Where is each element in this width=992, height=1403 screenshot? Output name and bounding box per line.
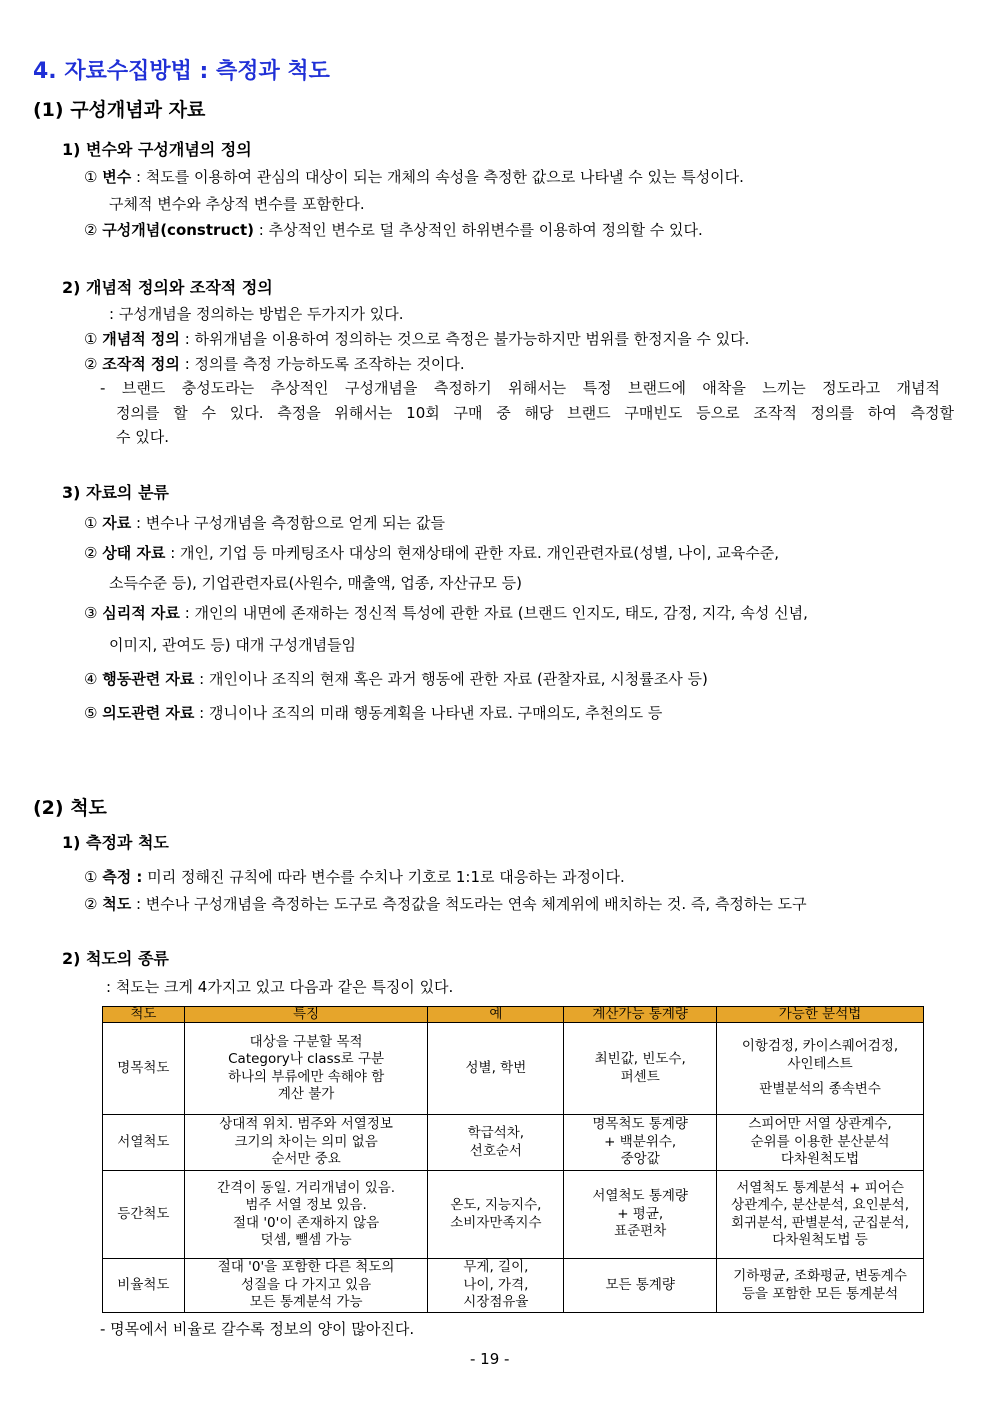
intro-text: : 구성개념을 정의하는 방법은 두가지가 있다. bbox=[109, 305, 404, 323]
cell-line: 덧셈, 뺄셈 가능 bbox=[260, 1232, 352, 1248]
item-number: ② bbox=[84, 355, 98, 373]
cell-line: 나이, 가격, bbox=[463, 1276, 529, 1293]
analysis-cell bbox=[717, 1023, 924, 1115]
cell-line: 무게, 길이, bbox=[463, 1259, 529, 1276]
cell-line: 기하평균, 조화평균, 변동계수 bbox=[733, 1268, 907, 1284]
column-header: 계산가능 통계량 bbox=[564, 1007, 717, 1023]
section-heading-1: (1) 구성개념과 자료 bbox=[33, 99, 206, 121]
item-term: 행동관련 자료 bbox=[102, 670, 195, 688]
item-term: 구성개념(construct) bbox=[102, 221, 255, 239]
cell-line: 성별, 학번 bbox=[465, 1059, 527, 1076]
item-text: : 정의를 측정 가능하도록 조작하는 것이다. bbox=[179, 355, 465, 373]
subsection-heading-2-1: 1) 측정과 척도 bbox=[62, 833, 169, 852]
item-term: 심리적 자료 bbox=[102, 604, 180, 622]
cell-line: 회귀분석, 판별분석, 군집분석, bbox=[731, 1214, 910, 1231]
analysis-cell bbox=[717, 1115, 924, 1171]
item-term: 척도 bbox=[102, 895, 132, 913]
scale-name: 서열척도 bbox=[103, 1115, 185, 1171]
column-header: 예 bbox=[428, 1007, 564, 1023]
list-item bbox=[84, 353, 465, 374]
table-row bbox=[103, 1259, 924, 1313]
example-cell bbox=[428, 1023, 564, 1115]
feature-cell bbox=[184, 1023, 428, 1115]
list-item bbox=[84, 512, 445, 533]
item-text: : 변수나 구성개념을 측정하는 도구로 측정값을 척도라는 연속 체계위에 배치하는 것. 즉, 측정하는 도구 bbox=[131, 895, 807, 913]
item-number: ② bbox=[84, 895, 98, 913]
cell-line: Category나 class로 구분 bbox=[228, 1051, 385, 1067]
cell-line: 절대 '0'을 포함한 다른 척도의 bbox=[217, 1259, 395, 1276]
analysis-cell bbox=[717, 1259, 924, 1313]
item-term: 자료 bbox=[102, 514, 132, 532]
item-number: ③ bbox=[84, 604, 98, 622]
cell-line: 계산 불가 bbox=[277, 1086, 335, 1102]
cell-line: 중앙값 bbox=[620, 1151, 660, 1168]
scale-name: 명목척도 bbox=[103, 1023, 185, 1115]
cell-line: 서열척도 통계분석 + 피어슨 bbox=[736, 1179, 904, 1196]
list-item bbox=[84, 219, 703, 240]
list-item bbox=[84, 702, 662, 723]
list-item bbox=[84, 602, 808, 623]
scale-name: 등간척도 bbox=[103, 1171, 185, 1259]
note-line: 정의를 할 수 있다. 측정을 위해서는 10회 구매 중 해당 브랜드 구매빈도 등으로 조작적 정의를 하여 측정할 bbox=[116, 404, 954, 422]
example-cell bbox=[428, 1115, 564, 1171]
item-term: 상태 자료 bbox=[102, 544, 166, 562]
intro-text: : 척도는 크게 4가지고 있고 다음과 같은 특징이 있다. bbox=[106, 978, 454, 996]
section-heading-2: (2) 척도 bbox=[33, 797, 107, 819]
item-number: ① bbox=[84, 168, 98, 186]
cell-line: 상대적 위치. 범주와 서열정보 bbox=[219, 1116, 393, 1133]
table-row bbox=[103, 1171, 924, 1259]
cell-line: 소비자만족지수 bbox=[450, 1214, 542, 1231]
subsection-heading-1-3: 3) 자료의 분류 bbox=[62, 483, 169, 502]
feature-cell bbox=[184, 1171, 428, 1259]
scale-name: 비율척도 bbox=[103, 1259, 185, 1313]
cell-line: 학급석차, bbox=[467, 1125, 525, 1141]
scale-table bbox=[102, 1006, 924, 1313]
cell-line: 온도, 지능지수, bbox=[450, 1197, 542, 1213]
subsection-heading-1-2: 2) 개념적 정의와 조작적 정의 bbox=[62, 278, 273, 297]
item-text: 미리 정해진 규칙에 따라 변수를 수치나 기호로 1:1로 대응하는 과정이다. bbox=[142, 868, 625, 886]
statistic-cell bbox=[564, 1023, 717, 1115]
item-number: ② bbox=[84, 221, 98, 239]
list-item bbox=[84, 328, 749, 349]
item-number: ④ bbox=[84, 670, 98, 688]
statistic-cell bbox=[564, 1171, 717, 1259]
cell-line: + 평균, bbox=[617, 1205, 664, 1222]
statistic-cell bbox=[564, 1115, 717, 1171]
item-term: 의도관련 자료 bbox=[102, 704, 195, 722]
cell-line: 판별분석의 종속변수 bbox=[759, 1081, 881, 1098]
cell-line: 범주 서열 정보 있음. bbox=[245, 1197, 367, 1213]
footnote: - 명목에서 비율로 갈수록 정보의 양이 많아진다. bbox=[100, 1320, 415, 1338]
table-header-row bbox=[103, 1007, 924, 1023]
cell-line: 퍼센트 bbox=[620, 1068, 660, 1085]
item-text: : 변수나 구성개념을 측정함으로 얻게 되는 값들 bbox=[131, 514, 445, 532]
item-text: : 척도를 이용하여 관심의 대상이 되는 개체의 속성을 측정한 값으로 나타낼 수 있는 특성이다. bbox=[131, 168, 744, 186]
cell-line: + 백분위수, bbox=[604, 1133, 677, 1150]
column-header: 특징 bbox=[184, 1007, 428, 1023]
item-term: 조작적 정의 bbox=[102, 355, 180, 373]
cell-line: 절대 '0'이 존재하지 않음 bbox=[232, 1214, 380, 1231]
cell-line: 선호순서 bbox=[469, 1142, 522, 1159]
table-row bbox=[103, 1023, 924, 1115]
cell-line: 이항검정, 카이스퀘어검정, bbox=[741, 1038, 899, 1055]
item-number: ① bbox=[84, 514, 98, 532]
table-row bbox=[103, 1115, 924, 1171]
list-item bbox=[84, 542, 779, 563]
item-term: 측정 : bbox=[102, 868, 143, 886]
cell-line: 순서만 중요 bbox=[271, 1151, 341, 1168]
list-item bbox=[84, 166, 744, 187]
note-line: - 브랜드 충성도라는 추상적인 구성개념을 측정하기 위해서는 특정 브랜드에 애착을 느끼는 정도라고 개념적 bbox=[100, 379, 940, 397]
cell-line: 상관계수, 분산분석, 요인분석, bbox=[731, 1197, 910, 1213]
item-continuation: 소득수준 등), 기업관련자료(사원수, 매출액, 업종, 자산규모 등) bbox=[109, 574, 522, 592]
cell-line: 명목척도 통계량 bbox=[592, 1116, 688, 1133]
item-text: : 추상적인 변수로 덜 추상적인 하위변수를 이용하여 정의할 수 있다. bbox=[254, 221, 703, 239]
list-item bbox=[84, 893, 807, 914]
cell-line: 다차원척도법 등 bbox=[772, 1232, 868, 1248]
cell-line: 크기의 차이는 의미 없음 bbox=[234, 1133, 378, 1150]
item-text: : 갱니이나 조직의 미래 행동계획을 나타낸 자료. 구매의도, 추천의도 등 bbox=[194, 704, 663, 722]
cell-line: 성질을 다 가지고 있음 bbox=[240, 1276, 372, 1293]
page-number: - 19 - bbox=[470, 1350, 510, 1368]
cell-line: 대상을 구분할 목적 bbox=[249, 1033, 363, 1050]
item-number: ① bbox=[84, 868, 98, 886]
item-number: ⑤ bbox=[84, 704, 98, 722]
item-continuation: 구체적 변수와 추상적 변수를 포함한다. bbox=[109, 195, 365, 213]
analysis-cell bbox=[717, 1171, 924, 1259]
cell-line: 모든 통계분석 가능 bbox=[249, 1294, 363, 1311]
cell-line: 사인테스트 bbox=[787, 1055, 853, 1072]
feature-cell bbox=[184, 1115, 428, 1171]
item-number: ① bbox=[84, 330, 98, 348]
subsection-heading-1-1: 1) 변수와 구성개념의 정의 bbox=[62, 140, 252, 159]
cell-line: 등을 포함한 모든 통계분석 bbox=[741, 1285, 899, 1302]
item-text: : 개인의 내면에 존재하는 정신적 특성에 관한 자료 (브랜드 인지도, 태도, 감정, 지각, 속성 신념, bbox=[179, 604, 808, 622]
item-term: 변수 bbox=[102, 168, 132, 186]
list-item bbox=[84, 668, 708, 689]
cell-line: 모든 통계량 bbox=[605, 1276, 675, 1293]
subsection-heading-2-2: 2) 척도의 종류 bbox=[62, 949, 169, 968]
item-text: : 개인, 기업 등 마케팅조사 대상의 현재상태에 관한 자료. 개인관련자료(성별, 나이, 교육수준, bbox=[165, 544, 780, 562]
cell-line: 순위를 이용한 분산분석 bbox=[750, 1133, 890, 1150]
item-continuation: 이미지, 관여도 등) 대개 구성개념들임 bbox=[109, 636, 357, 654]
statistic-cell bbox=[564, 1259, 717, 1313]
cell-line: 다차원척도법 bbox=[780, 1151, 860, 1168]
example-cell bbox=[428, 1259, 564, 1313]
cell-line: 표준편차 bbox=[614, 1223, 667, 1240]
cell-line: 서열척도 통계량 bbox=[592, 1188, 688, 1205]
cell-line: 스피어만 서열 상관계수, bbox=[748, 1116, 892, 1133]
cell-line: 하나의 부류에만 속해야 함 bbox=[227, 1068, 385, 1085]
cell-line: 간격이 동일. 거리개념이 있음. bbox=[217, 1179, 396, 1196]
example-cell bbox=[428, 1171, 564, 1259]
page-title: 4. 자료수집방법 : 측정과 척도 bbox=[33, 59, 330, 84]
column-header: 척도 bbox=[103, 1007, 185, 1023]
item-text: : 개인이나 조직의 현재 혹은 과거 행동에 관한 자료 (관찰자료, 시청률조사 등) bbox=[194, 670, 708, 688]
cell-line: 최빈값, 빈도수, bbox=[594, 1051, 686, 1067]
note-line: 수 있다. bbox=[116, 428, 170, 446]
cell-line: 시장점유율 bbox=[463, 1294, 529, 1311]
item-term: 개념적 정의 bbox=[102, 330, 180, 348]
column-header: 가능한 분석법 bbox=[717, 1007, 924, 1023]
list-item bbox=[84, 866, 625, 887]
item-number: ② bbox=[84, 544, 98, 562]
item-text: : 하위개념을 이용하여 정의하는 것으로 측정은 불가능하지만 범위를 한정지을 수 있다. bbox=[179, 330, 750, 348]
feature-cell bbox=[184, 1259, 428, 1313]
